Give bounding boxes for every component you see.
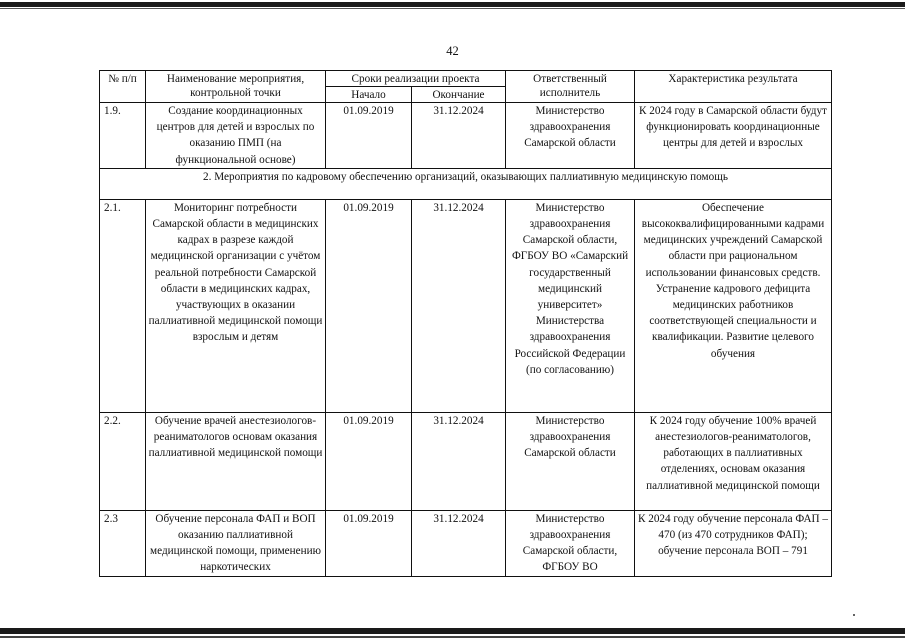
header-result: Характеристика результата [635, 71, 832, 103]
cell-name: Обучение врачей анестезиологов-реаниматологов основам оказания паллиативной медицинской помощи [146, 412, 326, 510]
cell-start: 01.09.2019 [326, 199, 412, 412]
cell-end: 31.12.2024 [412, 103, 506, 169]
cell-num: 2.2. [100, 412, 146, 510]
cell-num: 2.1. [100, 199, 146, 412]
cell-name: Мониторинг потребности Самарской области в медицинских кадрах в разрезе каждой медицинской организации с учётом реальной потребности Самарской области в медицинских кадрах, участвующих в оказании паллиативной медицинской помощи взрослым и детям [146, 199, 326, 412]
top-border-line [0, 2, 905, 7]
cell-result: К 2024 году обучение персонала ФАП – 470 (из 470 сотрудников ФАП); обучение персонала ВОП – 791 [635, 510, 832, 576]
header-start: Начало [326, 87, 412, 103]
section-header-row [100, 168, 832, 199]
cell-result: К 2024 году обучение 100% врачей анестезиологов-реаниматологов, работающих в паллиативных отделениях, основам оказания паллиативной медицинской помощи [635, 412, 832, 510]
table-row [100, 510, 832, 576]
cell-name: Создание координационных центров для детей и взрослых по оказанию ПМП (на функциональной основе) [146, 103, 326, 169]
header-end: Окончание [412, 87, 506, 103]
cell-result: К 2024 году в Самарской области будут функционировать координационные центры для детей и взрослых [635, 103, 832, 169]
cell-start: 01.09.2019 [326, 510, 412, 576]
page-number: 42 [446, 44, 459, 58]
cell-start: 01.09.2019 [326, 412, 412, 510]
header-name: Наименование мероприятия, контрольной точки [146, 71, 326, 103]
activities-table [99, 70, 832, 577]
cell-result: Обеспечение высококвалифицированными кадрами медицинских учреждений Самарской области при рациональном использовании финансовых средств. Устранение кадрового дефицита медицинских работников соответствующей специальности и квалификации. Развитие целевого обучения [635, 199, 832, 412]
cell-num: 1.9. [100, 103, 146, 169]
table-header-row [100, 71, 832, 87]
header-responsible: Ответственный исполнитель [506, 71, 635, 103]
cell-end: 31.12.2024 [412, 510, 506, 576]
table-row [100, 199, 832, 412]
cell-responsible: Министерство здравоохранения Самарской области [506, 412, 635, 510]
cell-responsible: Министерство здравоохранения Самарской области, ФГБОУ ВО «Самарский государственный медицинский университет» Министерства здравоохранения Российской Федерации (по согласованию) [506, 199, 635, 412]
bottom-border-line [0, 628, 905, 634]
header-period: Сроки реализации проекта [326, 71, 506, 87]
scan-dot [853, 614, 855, 616]
section-title: 2. Мероприятия по кадровому обеспечению организаций, оказывающих паллиативную медицинскую помощь [100, 168, 832, 199]
cell-end: 31.12.2024 [412, 412, 506, 510]
cell-responsible: Министерство здравоохранения Самарской области [506, 103, 635, 169]
cell-start: 01.09.2019 [326, 103, 412, 169]
header-num: № п/п [100, 71, 146, 103]
cell-responsible: Министерство здравоохранения Самарской области, ФГБОУ ВО [506, 510, 635, 576]
table-row [100, 412, 832, 510]
cell-name: Обучение персонала ФАП и ВОП оказанию паллиативной медицинской помощи, применению наркотических [146, 510, 326, 576]
cell-end: 31.12.2024 [412, 199, 506, 412]
table-row [100, 103, 832, 169]
cell-num: 2.3 [100, 510, 146, 576]
top-border-line-thin [0, 8, 905, 9]
bottom-border-line-thin [0, 636, 905, 638]
